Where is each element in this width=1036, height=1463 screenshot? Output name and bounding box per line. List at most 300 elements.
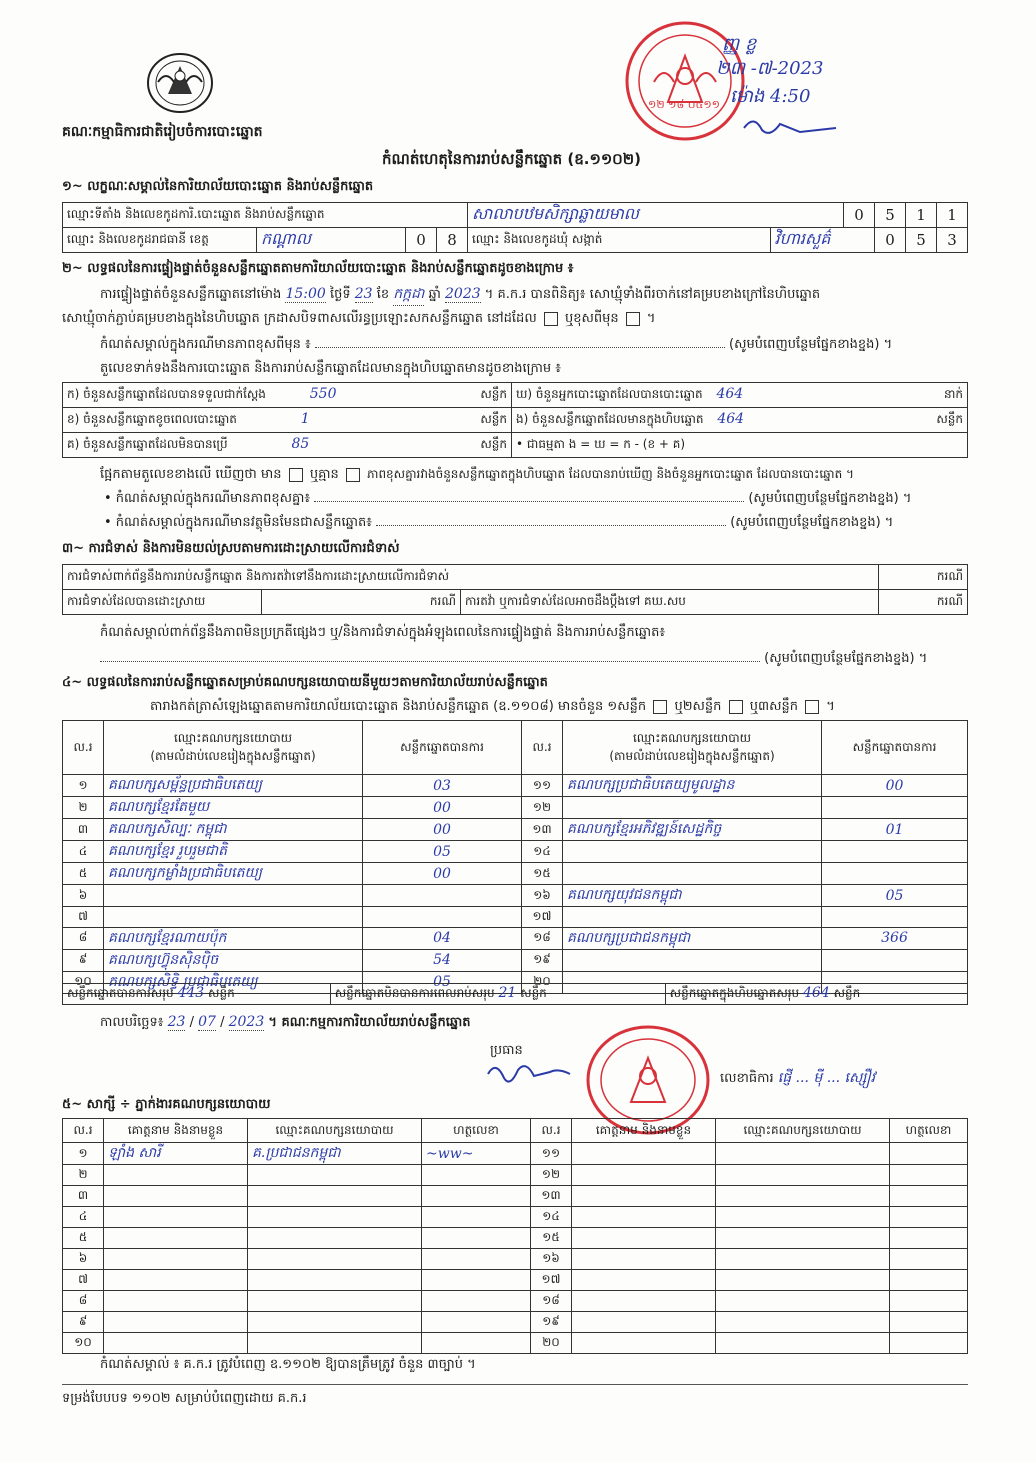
three-sheets-label: ឬ៣សន្លឹក — [749, 699, 798, 714]
secretary-label: លេខាធិការ — [720, 1071, 774, 1086]
party-votes: 05 — [822, 885, 968, 907]
party-result-row — [63, 927, 968, 949]
section1-table — [62, 202, 968, 253]
three-sheets-checkbox[interactable] — [805, 700, 819, 714]
stamp-code: ១២ ១៨ ០៥១១ — [648, 98, 720, 111]
unit: សន្លឹក — [520, 986, 547, 1000]
total-valid-cell — [63, 984, 331, 1005]
witness-signature — [422, 1228, 531, 1249]
witness-name — [572, 1186, 716, 1207]
verify-text-d: ឆ្នាំ — [428, 287, 441, 302]
party-result-row — [63, 841, 968, 863]
witness-no: ៦ — [63, 1249, 104, 1270]
witness-row — [63, 1249, 968, 1270]
party-no: ១៧ — [522, 907, 563, 928]
col-party-right — [563, 721, 822, 775]
fill-note: (សូមបំពេញបន្ថែមផ្នែកខាងខ្នង) ។ — [730, 515, 894, 530]
witness-party — [248, 1333, 422, 1354]
col-party-left: ឈ្មោះគណបក្សនយោបាយ — [248, 1119, 422, 1143]
witness-name — [572, 1249, 716, 1270]
figure-b-value: 1 — [300, 411, 310, 427]
figure-e-unit: សន្លឹក — [936, 412, 963, 426]
commune-value: វិហារសួគ៌ — [770, 228, 875, 253]
verify-text-c: ខែ — [376, 287, 390, 302]
col-name-right: គោត្តនាម និងនាមខ្លួន — [572, 1119, 716, 1143]
total-box-label: សន្លឹកឆ្នោតក្នុងហិបឆ្នោតសរុប — [669, 986, 800, 1000]
witness-party — [248, 1312, 422, 1333]
party-votes — [822, 949, 968, 971]
totals-row — [62, 983, 968, 1005]
figure-a-value: 550 — [309, 386, 337, 402]
witness-signature — [422, 1186, 531, 1207]
party-name — [563, 949, 822, 971]
party-votes — [363, 907, 522, 928]
witness-row — [63, 1207, 968, 1228]
figures-table — [62, 382, 968, 458]
witness-row — [63, 1228, 968, 1249]
witness-signature — [890, 1270, 968, 1291]
party-no: ១៥ — [522, 863, 563, 885]
witness-party — [248, 1270, 422, 1291]
commune-code-digit: 3 — [937, 228, 968, 253]
figure-row-c — [63, 433, 512, 458]
witness-name — [104, 1165, 248, 1186]
party-result-row — [63, 949, 968, 971]
party-votes — [363, 885, 522, 907]
fill-note: (សូមបំពេញបន្ថែមផ្នែកខាងខ្នង) ។ — [729, 337, 893, 352]
col-party-right: ឈ្មោះគណបក្សនយោបាយ — [716, 1119, 890, 1143]
witness-party — [248, 1249, 422, 1270]
verify-month: កក្កដា — [393, 284, 424, 306]
party-no: ៤ — [63, 841, 104, 863]
figure-row-b — [63, 408, 512, 433]
difference-bullet: • កំណត់សម្គាល់ក្នុងករណីមានភាពខុសគ្នា៖ — [104, 491, 311, 506]
witness-signature — [890, 1165, 968, 1186]
witness-signature — [890, 1207, 968, 1228]
witness-name — [572, 1333, 716, 1354]
party-votes: 00 — [363, 863, 522, 885]
changed-label: ឬខុសពីមុន — [564, 311, 619, 326]
place-code-digit: 5 — [875, 203, 906, 228]
figure-c-unit: សន្លឹក — [480, 437, 507, 451]
section2-heading: ២~ លទ្ធផលនៃការផ្ទៀងផ្ទាត់ចំនួនសន្លឹកឆ្នោតតាមការិយាល័យបោះឆ្នោត និងរាប់សន្លឹកឆ្នោតដូចខាងក្រោម ៖ — [62, 261, 574, 276]
party-votes: 366 — [822, 927, 968, 949]
col-no-right: ល.រ — [522, 721, 563, 775]
party-votes: 04 — [363, 927, 522, 949]
figure-row-a — [63, 383, 512, 408]
party-no: ១១ — [522, 775, 563, 797]
party-name: គណបក្សប្រជាធិបតេយ្យមូលដ្ឋាន — [563, 775, 822, 797]
witness-name — [104, 1228, 248, 1249]
witness-signature — [890, 1186, 968, 1207]
witness-no: ១៦ — [531, 1249, 572, 1270]
received-date: ២៣ -៧-2023 — [716, 58, 824, 79]
party-no: ១ — [63, 775, 104, 797]
col-party-subtitle: (តាមលំដាប់លេខរៀងក្នុងសន្លឹកឆ្នោត) — [150, 748, 316, 763]
section1-heading: ១~ លក្ខណៈសម្គាល់នៃការិយាល័យបោះឆ្នោត និងរាប់សន្លឹកឆ្នោត — [62, 179, 374, 194]
objection-escalated-unit: ករណី — [879, 590, 968, 615]
figure-row-e — [512, 408, 968, 433]
total-box-value: 464 — [803, 985, 830, 1001]
difference-note-line — [100, 336, 966, 355]
witness-party — [248, 1228, 422, 1249]
party-votes — [822, 841, 968, 863]
witness-party: គ.ប្រជាជនកម្ពុជា — [248, 1143, 422, 1165]
witness-no: ១ — [63, 1143, 104, 1165]
nec-emblem-logo — [146, 52, 214, 114]
witness-party — [248, 1207, 422, 1228]
has-difference-checkbox[interactable] — [289, 468, 303, 482]
counting-committee-label: ។ គណៈកម្មការការិយាល័យរាប់សន្លឹកឆ្នោត — [268, 1015, 471, 1030]
witness-signature — [422, 1270, 531, 1291]
witness-row — [63, 1165, 968, 1186]
witness-row — [63, 1291, 968, 1312]
verification-sentence — [100, 284, 820, 306]
witness-signature — [422, 1165, 531, 1186]
figures-intro: តួលេខទាក់ទងនឹងការបោះឆ្នោត និងការរាប់សន្លឹកឆ្នោតដែលមានក្នុងហិបឆ្នោតមានដូចខាងក្រោម ៖ — [100, 361, 561, 376]
party-votes: 03 — [363, 775, 522, 797]
witness-name — [104, 1186, 248, 1207]
commune-label: ឈ្មោះ និងលេខកូដឃុំ សង្កាត់ — [468, 228, 771, 253]
party-name: គណបក្សហ៊្វុនស៊ិនប៉ិច — [104, 949, 363, 971]
party-name: គណបក្សកម្លាំងប្រជាធិបតេយ្យ — [104, 863, 363, 885]
party-votes: 05 — [363, 841, 522, 863]
witness-party — [716, 1165, 890, 1186]
secretary-name: ផ្ញើ ... ម៉ី ... ស្សឿវ — [777, 1070, 876, 1086]
party-name: គណបក្សសិទ្ធិ ប្រជាធិបតេយ្យ — [104, 971, 363, 993]
witness-row — [63, 1312, 968, 1333]
party-no: ១៤ — [522, 841, 563, 863]
witness-party — [716, 1186, 890, 1207]
discrepancy-text-b: ឬគ្មាន — [309, 467, 339, 482]
witness-no: ៣ — [63, 1186, 104, 1207]
party-name: គណបក្សខ្មែរអភិវឌ្ឍន៍សេដ្ឋកិច្ច — [563, 819, 822, 841]
chief-label: ប្រធាន — [490, 1043, 523, 1058]
figure-b-unit: សន្លឹក — [480, 412, 507, 426]
objection-resolved-unit: ករណី — [262, 590, 461, 615]
figure-formula: • ជាធម្មតា ង = ឃ = ក - (ខ + គ) — [512, 433, 968, 458]
party-no: ១៩ — [522, 949, 563, 971]
party-result-row — [63, 863, 968, 885]
witness-no: ៩ — [63, 1312, 104, 1333]
party-votes — [822, 797, 968, 819]
witness-no: ១២ — [531, 1165, 572, 1186]
witness-row — [63, 1186, 968, 1207]
province-label: ឈ្មោះ និងលេខកូដរាជធានី ខេត្ត — [63, 228, 257, 253]
figure-c-value: 85 — [291, 436, 310, 452]
foreign-object-bullet: • កំណត់សម្គាល់ក្នុងករណីមានវត្ថុមិនមែនជាសន្លឹកឆ្នោត៖ — [104, 515, 372, 530]
witness-no: ១៧ — [531, 1270, 572, 1291]
witness-signature — [890, 1291, 968, 1312]
figure-c-label: គ) ចំនួនសន្លឹកឆ្នោតដែលមិនបានប្រើ — [67, 437, 228, 451]
place-code-digit: 0 — [844, 203, 875, 228]
figure-d-label: ឃ) ចំនួនអ្នកបោះឆ្នោតដែលបានបោះឆ្នោត — [516, 387, 703, 401]
col-party-title: ឈ្មោះគណបក្សនយោបាយ — [632, 730, 752, 745]
witness-signature — [422, 1249, 531, 1270]
party-name: គណបក្សខ្មែរណាយប៉ុក — [104, 927, 363, 949]
witness-no: ១៤ — [531, 1207, 572, 1228]
witness-no: ២ — [63, 1165, 104, 1186]
discrepancy-text-c: ភាពខុសគ្នារវាងចំនួនសន្លឹកឆ្នោតក្នុងហិបឆ្នោត ដែលបានរាប់ឃើញ និងចំនួនអ្នកបោះឆ្នោត ដែលបានបោះឆ្នោត ។ — [367, 467, 854, 481]
party-votes: 00 — [822, 775, 968, 797]
witness-no: ២០ — [531, 1333, 572, 1354]
verify-day: 23 — [354, 286, 373, 302]
witness-name — [572, 1291, 716, 1312]
witness-no: ១១ — [531, 1143, 572, 1165]
party-result-row — [63, 907, 968, 928]
witness-name — [572, 1270, 716, 1291]
party-votes — [822, 907, 968, 928]
section4-heading: ៤~ លទ្ធផលនៃការរាប់សន្លឹកឆ្នោតសម្រាប់គណបក្សនយោបាយនីមួយៗតាមការិយាល័យរាប់សន្លឹកឆ្នោត — [62, 675, 548, 690]
witness-name — [572, 1207, 716, 1228]
witness-name — [104, 1333, 248, 1354]
two-sheets-label: ឬ២សន្លឹក — [674, 699, 722, 714]
party-no: ៨ — [63, 927, 104, 949]
footer-divider — [62, 1384, 968, 1385]
witness-party — [716, 1291, 890, 1312]
col-sign-right: ហត្ថលេខា — [890, 1119, 968, 1143]
witness-name — [572, 1143, 716, 1165]
party-name: គណបក្សប្រជាជនកម្ពុជា — [563, 927, 822, 949]
party-no: ១៨ — [522, 927, 563, 949]
date-year: 2023 — [228, 1014, 265, 1030]
col-votes-right: សន្លឹកឆ្នោតបានការ — [822, 721, 968, 775]
total-invalid-label: សន្លឹកឆ្នោតមិនបានការពេលរាប់សរុប — [334, 986, 495, 1000]
party-name: គណបក្សខ្មែរតែមួយ — [104, 797, 363, 819]
party-result-row — [63, 797, 968, 819]
witness-row — [63, 1333, 968, 1354]
party-votes: 05 — [363, 971, 522, 993]
party-votes — [822, 863, 968, 885]
place-value: សាលាបឋមសិក្សាឆ្លាយមាល — [468, 203, 844, 228]
figure-d-unit: នាក់ — [943, 387, 963, 401]
commune-code-digit: 0 — [875, 228, 906, 253]
discrepancy-line — [100, 466, 854, 485]
place-label: ឈ្មោះទីតាំង និងលេខកូដការិ.បោះឆ្នោត និងរាប់សន្លឹកឆ្នោត — [63, 203, 468, 228]
witness-name — [104, 1207, 248, 1228]
form-footer: ទម្រង់បែបបទ ១១០២ សម្រាប់បំពេញដោយ គ.ក.រ — [62, 1391, 307, 1406]
place-code-digit: 1 — [937, 203, 968, 228]
party-no: ៧ — [63, 907, 104, 928]
party-no: ១៣ — [522, 819, 563, 841]
col-party-left — [104, 721, 363, 775]
commune-code-digit: 5 — [906, 228, 937, 253]
witness-name — [572, 1228, 716, 1249]
province-code-digit: 8 — [437, 228, 468, 253]
party-name — [563, 797, 822, 819]
party-name — [563, 907, 822, 928]
unchanged-checkbox[interactable] — [544, 312, 558, 326]
changed-checkbox[interactable] — [626, 312, 640, 326]
verify-time: 15:00 — [285, 286, 326, 302]
party-no: ២ — [63, 797, 104, 819]
figure-a-unit: សន្លឹក — [480, 387, 507, 401]
col-no-left: ល.រ — [63, 1119, 104, 1143]
committee-name: គណៈកម្មាធិការជាតិរៀបចំការបោះឆ្នោត — [62, 124, 263, 140]
fill-note: (សូមបំពេញបន្ថែមផ្នែកខាងខ្នង) ។ — [764, 651, 928, 666]
witness-signature — [422, 1333, 531, 1354]
total-box-cell — [665, 984, 967, 1005]
witness-no: ១៥ — [531, 1228, 572, 1249]
objection-unit-1: ករណី — [879, 565, 968, 590]
no-difference-checkbox[interactable] — [346, 468, 360, 482]
verify-text-e: ។ គ.ក.រ បានពិនិត្យ៖ សោឃ្មុំទាំងពីរចាក់នៅគម្របខាងក្រៅនៃហិបឆ្នោត — [484, 287, 821, 302]
verify-year: 2023 — [445, 286, 481, 302]
party-result-row — [63, 885, 968, 907]
discrepancy-text-a: ផ្អែកតាមតួលេខខាងលើ ឃើញថា មាន — [100, 467, 282, 482]
witness-signature — [422, 1207, 531, 1228]
witness-no: ៧ — [63, 1270, 104, 1291]
date-label: កាលបរិច្ឆេទ៖ — [100, 1015, 164, 1030]
section5-heading: ៥~ សាក្សី ÷ ភ្នាក់ងារគណបក្សនយោបាយ — [62, 1097, 271, 1112]
party-name: គណបក្សខ្មែរ រួបរួមជាតិ — [104, 841, 363, 863]
col-no-right: ល.រ — [531, 1119, 572, 1143]
witness-no: ១៣ — [531, 1186, 572, 1207]
party-no: ២០ — [522, 971, 563, 993]
witness-name — [104, 1270, 248, 1291]
party-no: ៦ — [63, 885, 104, 907]
witness-no: ៨ — [63, 1291, 104, 1312]
figure-row-d — [512, 383, 968, 408]
witness-name — [572, 1165, 716, 1186]
witness-signature — [422, 1291, 531, 1312]
witness-no: ១៩ — [531, 1312, 572, 1333]
received-note-1: ញ្ញ ខ្ល — [722, 34, 757, 55]
witness-name — [104, 1312, 248, 1333]
witness-signature — [890, 1228, 968, 1249]
witness-party — [248, 1291, 422, 1312]
copies-note: កំណត់សម្គាល់ ៖ គ.ក.រ ត្រូវបំពេញ ឧ.១១០២ ឱ្យបានត្រឹមត្រូវ ចំនួន ៣ច្បាប់ ។ — [100, 1357, 476, 1372]
party-name: គណបក្សយុវជនកម្ពុជា — [563, 885, 822, 907]
objection-row-1: ការជំទាស់ពាក់ព័ន្ធនឹងការរាប់សន្លឹកឆ្នោត និងការតវ៉ាទៅនឹងការដោះស្រាយលើការជំទាស់ — [63, 565, 879, 590]
place-code-digit: 1 — [906, 203, 937, 228]
witness-no: ១០ — [63, 1333, 104, 1354]
total-valid-label: សន្លឹកឆ្នោតបានការសរុប — [67, 986, 174, 1000]
witness-signature: ~ww~ — [422, 1143, 531, 1165]
party-no: ១៦ — [522, 885, 563, 907]
objections-table — [62, 564, 968, 615]
one-sheet-checkbox[interactable] — [653, 700, 667, 714]
unit: សន្លឹក — [208, 986, 235, 1000]
province-value: កណ្ដាល — [257, 228, 406, 253]
received-signature — [740, 112, 840, 140]
witness-party — [248, 1186, 422, 1207]
col-votes-left: សន្លឹកឆ្នោតបានការ — [363, 721, 522, 775]
figure-e-value: 464 — [717, 411, 745, 427]
party-no: ១០ — [63, 971, 104, 993]
verify-text-a: ការផ្ទៀងផ្ទាត់ចំនួនសន្លឹកឆ្នោតនៅម៉ោង — [100, 287, 282, 302]
chief-signature — [484, 1056, 576, 1092]
party-name — [563, 841, 822, 863]
witness-signature — [890, 1143, 968, 1165]
fill-note: (សូមបំពេញបន្ថែមផ្នែកខាងខ្នង) ។ — [748, 491, 912, 506]
witness-party — [716, 1143, 890, 1165]
two-sheets-checkbox[interactable] — [729, 700, 743, 714]
province-code-digit: 0 — [406, 228, 437, 253]
witness-no: ៥ — [63, 1228, 104, 1249]
tally-intro: តារាងកត់ត្រាសំឡេងឆ្នោតតាមការិយាល័យបោះឆ្នោត និងរាប់សន្លឹកឆ្នោត (ឧ.១១០៨) មានចំនួន ១សន្លឹក — [150, 699, 647, 714]
witness-signature — [422, 1312, 531, 1333]
party-name: គណបក្សសិល្បៈ កម្ពុជា — [104, 819, 363, 841]
witness-row — [63, 1270, 968, 1291]
party-votes: 00 — [363, 797, 522, 819]
seal-text: សោឃ្មុំចាក់ភ្ជាប់គម្របខាងក្នុងនៃហិបឆ្នោត ក្រដាសបិទពាសលើរន្ធប្រឡោះសកសន្លឹកឆ្នោត នៅដដែល — [62, 311, 537, 326]
party-votes: 00 — [363, 819, 522, 841]
irregularity-note: កំណត់សម្គាល់ពាក់ព័ន្ធនឹងភាពមិនប្រក្រតីផ្សេងៗ ឬ/និងការជំទាស់ក្នុងអំឡុងពេលនៃការផ្ទៀងផ្ទាត់ និងការរាប់សន្លឹកឆ្នោត៖ — [100, 625, 666, 640]
party-no: ៥ — [63, 863, 104, 885]
witness-no: ១៨ — [531, 1291, 572, 1312]
party-no: ៣ — [63, 819, 104, 841]
section3-heading: ៣~ ការជំទាស់ និងការមិនយល់ស្របតាមការដោះស្រាយលើការជំទាស់ — [62, 541, 400, 556]
objection-escalated: ការតវ៉ា ឬការជំទាស់ដែលអាចដឹងប្តឹងទៅ គឃ.សប — [461, 590, 879, 615]
verify-text-b: ថ្ងៃទី — [329, 287, 351, 302]
party-name — [104, 885, 363, 907]
witness-table — [62, 1118, 968, 1354]
figure-b-label: ខ) ចំនួនសន្លឹកឆ្នោតខូចពេលបោះឆ្នោត — [67, 412, 237, 426]
received-time: ម៉ោង 4:50 — [730, 86, 811, 107]
witness-signature — [890, 1333, 968, 1354]
witness-name: ឡាំង សារី — [104, 1143, 248, 1165]
witness-party — [716, 1228, 890, 1249]
party-result-row — [63, 775, 968, 797]
party-no: ១២ — [522, 797, 563, 819]
party-votes: 01 — [822, 819, 968, 841]
form-title: កំណត់ហេតុនៃការរាប់សន្លឹកឆ្នោត (ឧ.១១០២) — [382, 150, 642, 168]
date-month: 07 — [198, 1014, 216, 1030]
figure-e-label: ង) ចំនួនសន្លឹកឆ្នោតដែលមានក្នុងហិបឆ្នោត — [516, 412, 704, 426]
figure-a-label: ក) ចំនួនសន្លឹកឆ្នោតដែលបានទទួលជាក់ស្តែង — [67, 387, 266, 401]
party-name — [563, 863, 822, 885]
figure-d-value: 464 — [716, 386, 744, 402]
col-no-left: ល.រ — [63, 721, 104, 775]
difference-bullet-line — [104, 490, 968, 509]
party-name: គណបក្សសម្ព័ន្ធប្រជាធិបតេយ្យ — [104, 775, 363, 797]
total-valid-value: 443 — [177, 985, 205, 1001]
witness-row — [63, 1143, 968, 1165]
party-result-row — [63, 819, 968, 841]
witness-party — [716, 1333, 890, 1354]
col-party-subtitle: (តាមលំដាប់លេខរៀងក្នុងសន្លឹកឆ្នោត) — [609, 748, 775, 763]
unit: សន្លឹក — [833, 986, 861, 1000]
party-votes: 54 — [363, 949, 522, 971]
party-no: ៩ — [63, 949, 104, 971]
witness-signature — [890, 1312, 968, 1333]
total-invalid-cell — [330, 984, 665, 1005]
witness-name — [572, 1312, 716, 1333]
party-name — [104, 907, 363, 928]
foreign-object-bullet-line — [104, 514, 968, 533]
col-name-left: គោត្តនាម និងនាមខ្លួន — [104, 1119, 248, 1143]
witness-party — [716, 1249, 890, 1270]
witness-party — [248, 1165, 422, 1186]
objection-resolved: ការជំទាស់ដែលបានដោះស្រាយ — [63, 590, 262, 615]
irregularity-fill-line — [100, 650, 966, 669]
col-sign-left: ហត្ថលេខា — [422, 1119, 531, 1143]
witness-no: ៤ — [63, 1207, 104, 1228]
witness-party — [716, 1207, 890, 1228]
secretary-line — [720, 1068, 875, 1089]
date-line: កាលបរិច្ឆេទ៖ 23 / 07 / 2023 ។ គណៈកម្មការការិយាល័យរាប់សន្លឹកឆ្នោត — [100, 1014, 471, 1030]
total-invalid-value: 21 — [498, 985, 517, 1001]
tally-sheet-count-line: តារាងកត់ត្រាសំឡេងឆ្នោតតាមការិយាល័យបោះឆ្នោត និងរាប់សន្លឹកឆ្នោត (ឧ.១១០៨) មានចំនួន ១សន្លឹក ឬ២សន្លឹក ឬ៣សន្លឹក ។ — [150, 699, 835, 714]
party-results-table — [62, 720, 968, 994]
witness-signature — [890, 1249, 968, 1270]
witness-name — [104, 1291, 248, 1312]
date-day: 23 — [167, 1014, 186, 1030]
difference-note-label: កំណត់សម្គាល់ក្នុងករណីមានភាពខុសពីមុន ៖ — [100, 337, 311, 352]
witness-party — [716, 1312, 890, 1333]
witness-party — [716, 1270, 890, 1291]
